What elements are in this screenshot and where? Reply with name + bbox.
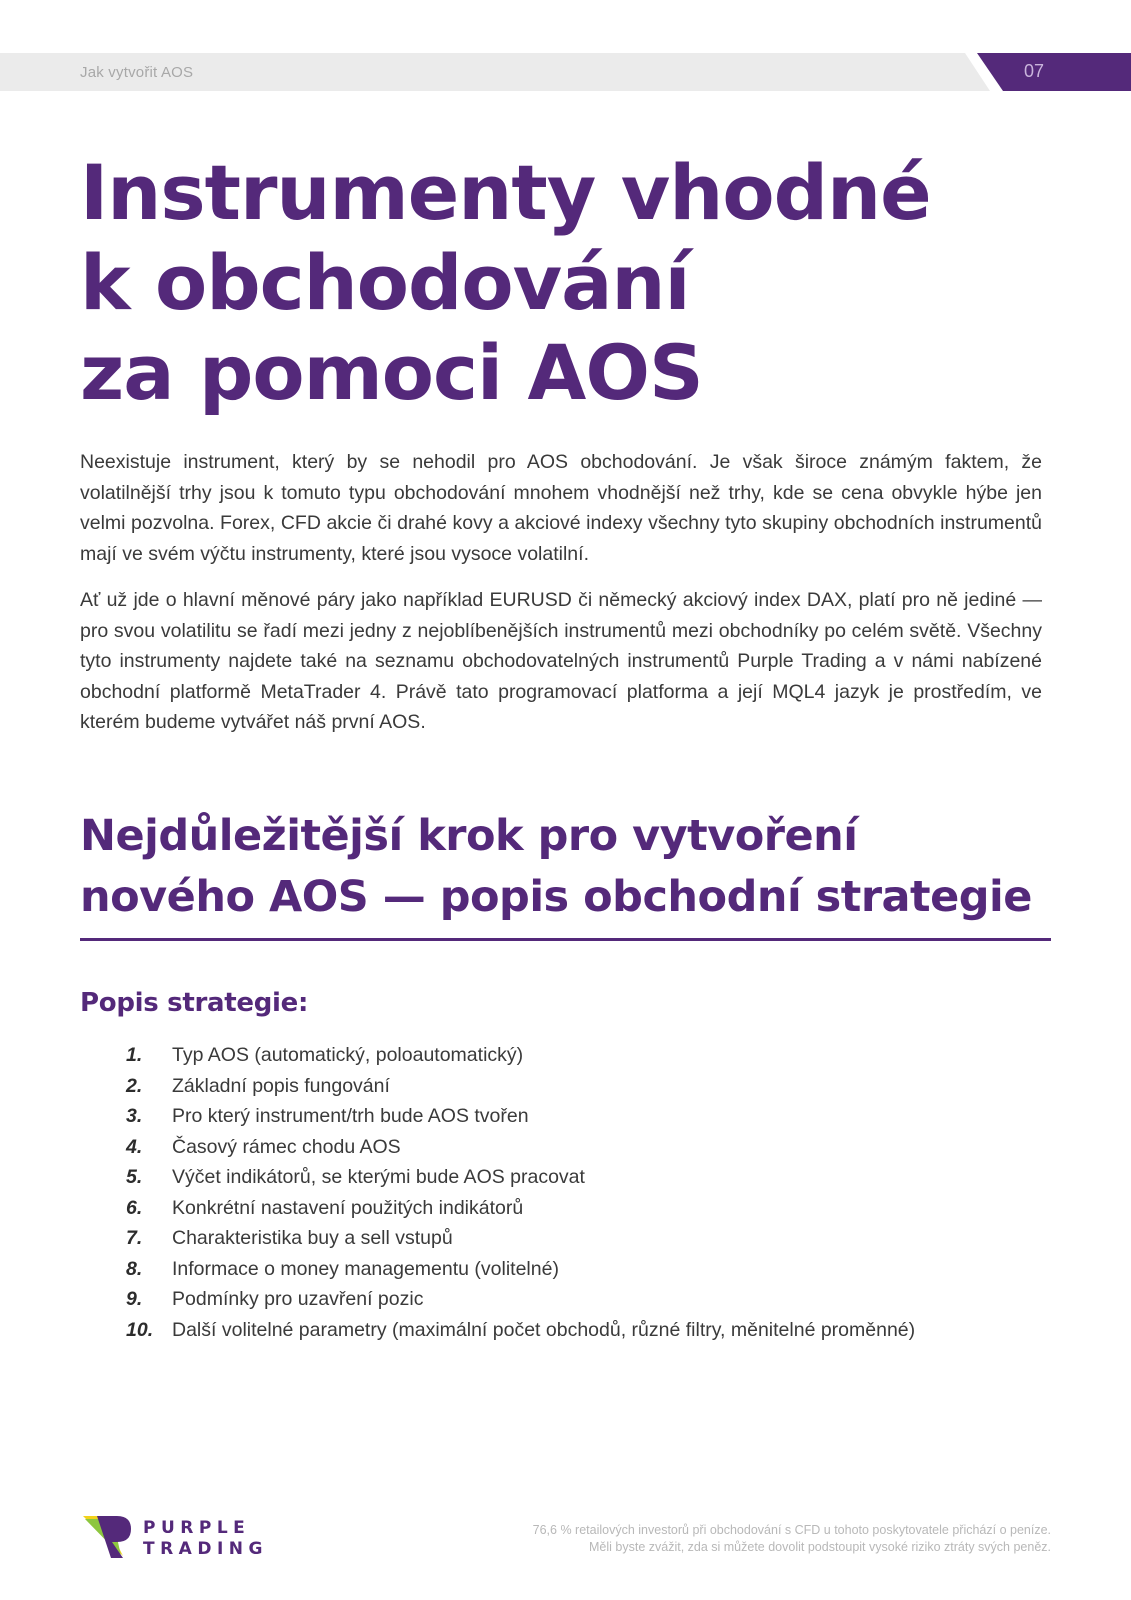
disclaimer-line: Měli byste zvážit, zda si můžete dovolit podstoupit vysoké riziko ztráty svých peněz. [589,1540,1051,1554]
section-title-line: Nejdůležitější krok pro vytvoření [80,811,858,861]
subheading: Popis strategie: [80,988,309,1018]
list-item-text: Pro který instrument/trh bude AOS tvořen [172,1105,529,1127]
logo-line: TRADING [143,1539,268,1559]
section-title-line: nového AOS — popis obchodní strategie [80,872,1032,922]
list-item-text: Informace o money managementu (volitelné) [172,1257,559,1280]
list-item-text: Základní popis fungování [172,1074,390,1097]
page-number-tab [977,53,1131,91]
logo-wordmark [143,1518,268,1560]
page-number: 07 [1024,61,1045,81]
logo-line: PURPLE [143,1518,251,1538]
list-number: 7. [126,1227,143,1249]
page-title-line: za pomoci AOS [80,328,703,417]
list-item-text: Další volitelné parametry (maximální počet obchodů, různé filtry, měnitelné proměnné) [172,1318,916,1341]
purple-trading-logo-icon [83,1516,131,1558]
risk-disclaimer [411,1522,1051,1556]
list-number: 3. [126,1105,143,1127]
list-number: 1. [126,1044,143,1066]
list-item-text: Konkrétní nastavení použitých indikátorů [172,1196,524,1219]
body-paragraph-2: Ať už jde o hlavní měnové páry jako například EURUSD či německý akciový index DAX, platí pro ně jediné — pro svou volatilitu se řadí mezi jedny z nejoblíbenějších instrumentů mezi obchodníky po celém světě. Všechny tyto instrumenty najdete také na seznamu obchodovatelných instrumentů Purple Trading a v námi nabízené obchodní platformě MetaTrader 4. Právě tato programovací platforma a její MQL4 jazyk je prostředím, ve kterém budeme vytvářet náš první AOS. [80,589,1042,733]
page-title-line: Instrumenty vhodné [80,148,931,237]
page-title [80,148,1080,418]
page-title-line: k obchodování [80,238,690,327]
list-item-text: Podmínky pro uzavření pozic [172,1288,424,1310]
section-divider [80,938,1051,941]
list-item-text: Typ AOS (automatický, poloautomatický) [172,1044,524,1066]
list-number: 5. [126,1166,143,1188]
list-number: 2. [126,1074,143,1097]
list-number: 9. [126,1288,143,1310]
body-paragraph-1: Neexistuje instrument, který by se nehodil pro AOS obchodování. Je však široce známým faktem, že volatilnější trhy jsou k tomuto typu obchodování mnohem vhodnější než trhy, kde se cena obvykle hýbe jen velmi pozvolna. Forex, CFD akcie či drahé kovy a akciové indexy všechny tyto skupiny obchodních instrumentů mají ve svém výčtu instrumenty, které jsou vysoce volatilní. [80,451,1042,565]
list-number: 4. [126,1135,143,1158]
list-item-text: Výčet indikátorů, se kterými bude AOS pracovat [172,1166,585,1188]
list-number: 8. [126,1257,143,1280]
list-number: 10. [126,1318,154,1341]
list-number: 6. [126,1196,143,1219]
disclaimer-line: 76,6 % retailových investorů při obchodování s CFD u tohoto poskytovatele přichází o peníze. [532,1523,1051,1537]
list-item-text: Charakteristika buy a sell vstupů [172,1227,453,1249]
list-item-text: Časový rámec chodu AOS [172,1135,401,1158]
section-title [80,806,1080,928]
header-title: Jak vytvořit AOS [80,64,194,81]
